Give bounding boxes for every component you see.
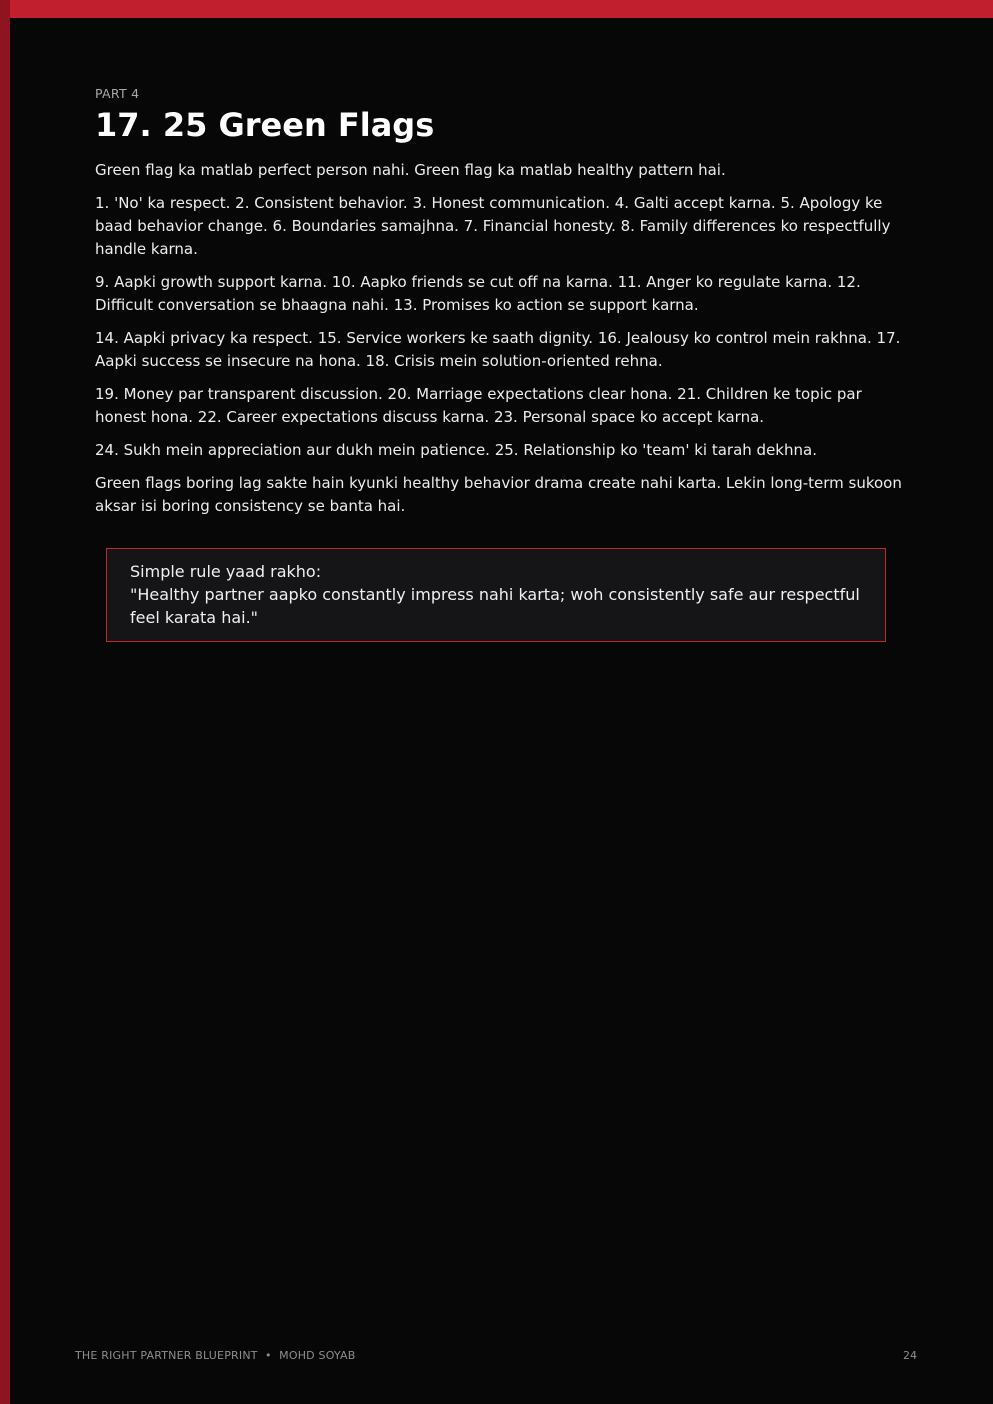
footer-page-number: 24 [903, 1349, 917, 1362]
left-accent-bar [0, 0, 10, 1404]
footer-book-author: THE RIGHT PARTNER BLUEPRINT • MOHD SOYAB [75, 1349, 356, 1362]
chapter-title: 17. 25 Green Flags [95, 106, 435, 144]
callout-heading: Simple rule yaad rakho: [130, 562, 322, 581]
paragraph-flags-24-25: 24. Sukh mein appreciation aur dukh mein patience. 25. Relationship ko 'team' ki tarah dekhna. [95, 441, 817, 459]
paragraph-intro: Green flag ka matlab perfect person nahi. Green flag ka matlab healthy pattern hai. [95, 161, 726, 179]
top-accent-bar [0, 0, 993, 18]
paragraph-conclusion: Green flags boring lag sakte hain kyunki healthy behavior drama create nahi karta. Lekin long-term sukoon aksar isi boring consistency se banta hai. [95, 474, 902, 515]
paragraph-flags-1-8: 1. 'No' ka respect. 2. Consistent behavior. 3. Honest communication. 4. Galti accept karna. 5. Apology ke baad behavior change. 6. Boundaries samajhna. 7. Financial honesty. 8. Family differences ko respectfully handle karna. [95, 194, 891, 258]
page-content [95, 86, 903, 642]
paragraph-flags-14-18: 14. Aapki privacy ka respect. 15. Service workers ke saath dignity. 16. Jealousy ko control mein rakhna. 17. Aapki success se insecure na hona. 18. Crisis mein solution-oriented rehna. [95, 329, 901, 370]
part-label: PART 4 [95, 86, 140, 101]
paragraph-flags-19-23: 19. Money par transparent discussion. 20. Marriage expectations clear hona. 21. Children ke topic par honest hona. 22. Career expectations discuss karna. 23. Personal space ko accept karna. [95, 385, 862, 426]
paragraph-flags-9-13: 9. Aapki growth support karna. 10. Aapko friends se cut off na karna. 11. Anger ko regulate karna. 12. Difficult conversation se bhaagna nahi. 13. Promises ko action se support karna. [95, 273, 861, 314]
callout-quote: "Healthy partner aapko constantly impress nahi karta; woh consistently safe aur respectful feel karata hai." [130, 585, 860, 627]
callout-box [106, 548, 886, 642]
